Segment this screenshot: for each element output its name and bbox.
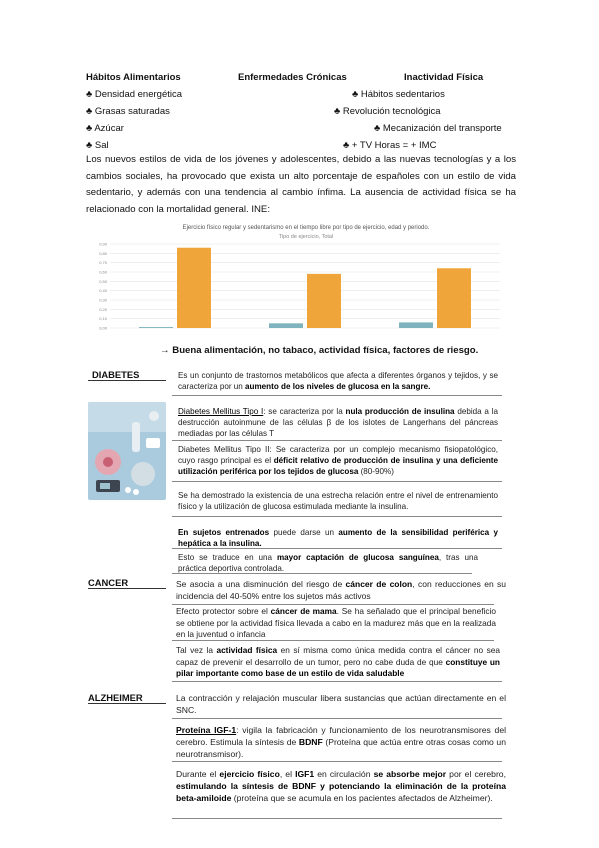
cancer-box-3 xyxy=(176,645,500,680)
chart-y-ticks xyxy=(99,242,108,331)
a3-text: Durante el xyxy=(176,769,220,779)
b6-bold: mayor captación de glucosa sanguínea xyxy=(276,553,439,562)
c2-bold: cáncer de mama xyxy=(270,606,337,616)
bar-series-1 xyxy=(399,322,433,328)
left-item-4: ♣ Sal xyxy=(86,140,109,151)
a3-text-5: (proteína que se acumula en los pacientes afectados de Alzheimer). xyxy=(231,793,493,803)
alzheimer-rule xyxy=(88,703,166,704)
diabetes-rule xyxy=(88,380,166,381)
section-cancer: CANCER xyxy=(88,577,129,588)
bar-series-1 xyxy=(269,323,303,328)
diabetes-photo xyxy=(88,402,166,500)
alz-box-3 xyxy=(176,768,506,804)
rule xyxy=(172,548,502,549)
diabetes-box-3 xyxy=(178,444,498,477)
intro-paragraph: Los nuevos estilos de vida de los jóvenes y adolescentes, debido a las nuevas tecnologías y a los cambios sociales, ha provocado que exista un alto porcentaje de españoles con un estilo de vida sedentario, y además con una tendencia al cambio ínfima. La ausencia de actividad física se ha relacionado con la mortalidad general. INE: xyxy=(86,154,516,215)
right-item-4: ♣ + TV Horas = + IMC xyxy=(343,140,437,151)
c3-text: Tal vez la xyxy=(176,645,217,655)
b2-text-2: debida a la destrucción autoinmune de las células β de los islotes de Langerhans del páncreas mediadas por las células T xyxy=(178,407,498,438)
rule xyxy=(172,481,502,482)
b3-bold: déficit relativo de producción de insulina y una deficiente utilización periférica por los tejidos de glucosa xyxy=(178,456,499,476)
a2-bold: BDNF xyxy=(298,737,323,747)
chart-subtitle: Tipo de ejercicio, Total xyxy=(278,234,334,240)
y-tick-label: 0,30 xyxy=(99,297,107,303)
b2-text: : se caracteriza por la xyxy=(263,407,346,416)
header-habitos: Hábitos Alimentarios xyxy=(86,72,181,83)
y-tick-label: 0,50 xyxy=(99,278,107,284)
bar-series-2 xyxy=(177,248,211,328)
b2-bold: nula producción de insulina xyxy=(345,407,455,416)
a2-term: Proteína IGF-1 xyxy=(176,725,237,735)
b1-bold: aumento de los niveles de glucosa en la sangre. xyxy=(245,382,431,391)
diabetes-box-1 xyxy=(178,370,498,392)
rule xyxy=(172,604,494,605)
a3-text-2: , el xyxy=(279,769,296,779)
c1-text-2: , con reducciones en su incidencia del 40-50% entre los sujetos más activos xyxy=(176,579,506,601)
c3-bold-2: constituye un pilar importante como base de un estilo de vida saludable xyxy=(176,656,501,678)
a3-bold-3: se absorbe mejor xyxy=(373,769,447,779)
c3-text-2: en sí misma como única medida contra el cáncer no sea capaz de prevenir el desarrollo de un tumor, pero no cabe duda de que xyxy=(176,645,500,667)
chart-bars xyxy=(139,248,471,328)
a3-text-3: en circulación xyxy=(314,769,374,779)
header-inactividad: Inactividad Física xyxy=(404,72,484,83)
c2-text: Efecto protector sobre el xyxy=(176,606,271,616)
bar-series-2 xyxy=(437,268,471,328)
y-tick-label: 0,40 xyxy=(99,288,107,294)
rule xyxy=(172,718,502,719)
diabetes-box-6 xyxy=(178,552,478,574)
cancer-box-2 xyxy=(176,606,496,641)
right-item-3: ♣ Mecanización del transporte xyxy=(374,123,502,134)
b5-bold-2: aumento de la sensibilidad periférica y hepática a la insulina. xyxy=(178,528,498,548)
right-item-1: ♣ Hábitos sedentarios xyxy=(352,89,445,100)
b2-term: Diabetes Mellitus Tipo I xyxy=(178,407,264,416)
header-enfermedades: Enfermedades Crónicas xyxy=(238,72,347,83)
cancer-box-1 xyxy=(176,578,506,602)
y-tick-label: 0,10 xyxy=(99,316,107,322)
b3-pct: (80-90%) xyxy=(358,467,394,476)
rule xyxy=(172,516,502,517)
diabetes-box-4: Se ha demostrado la existencia de una estrecha relación entre el nivel de entrenamiento físico y la utilización de glucosa estimulada mediante la insulina. xyxy=(178,491,498,511)
a3-text-4: por el cerebro, xyxy=(446,769,506,779)
a3-bold: ejercicio físico xyxy=(219,769,280,779)
b6-text: Esto se traduce en una xyxy=(178,553,277,562)
left-item-2: ♣ Grasas saturadas xyxy=(86,106,170,117)
y-tick-label: 0,60 xyxy=(99,269,107,275)
y-tick-label: 0,70 xyxy=(99,260,107,266)
y-tick-label: 0,20 xyxy=(99,306,107,312)
b1-text: Es un conjunto de trastornos metabólicos que afecta a diferentes órganos y tejidos, y se caracteriza por un xyxy=(178,371,498,391)
y-tick-label: 0,00 xyxy=(99,325,107,331)
y-tick-label: 0,80 xyxy=(99,250,107,256)
alz-box-1: La contracción y relajación muscular libera sustancias que actúan directamente en el SNC. xyxy=(176,693,506,715)
cancer-rule xyxy=(88,588,166,589)
c2-text-2: . Se ha señalado que el principal beneficio se obtiene por la actividad física llevada a cabo en la madurez más que en la realizada en la juventud o infancia xyxy=(176,606,496,639)
chart-svg xyxy=(88,222,508,334)
b6-text-2: , tras una práctica deportiva controlada. xyxy=(178,553,478,573)
diabetes-photo-svg xyxy=(88,402,166,500)
left-item-1: ♣ Densidad energética xyxy=(86,89,183,100)
rule xyxy=(172,640,494,641)
a3-bold-4: estimulando la síntesis de BDNF y potenciando la eliminación de la proteína beta-amiloide xyxy=(176,781,506,803)
rule xyxy=(172,573,472,574)
chart-title: Ejercicio físico regular y sedentarismo en el tiempo libre por tipo de ejercicio, edad y periodo. xyxy=(182,225,430,231)
rule xyxy=(172,440,502,441)
bar-chart xyxy=(88,222,508,334)
left-item-3: ♣ Azúcar xyxy=(86,123,124,134)
b3-text: Diabetes Mellitus Tipo II: Se caracteriza por un complejo mecanismo fisiopatológico, cuyo rasgo principal es el xyxy=(178,445,498,465)
rule xyxy=(172,395,502,396)
y-tick-label: 0,90 xyxy=(99,241,107,247)
c1-text: Se asocia a una disminución del riesgo de xyxy=(176,579,346,589)
rule xyxy=(172,761,502,762)
b5-bold: En sujetos entrenados xyxy=(178,528,270,537)
rule xyxy=(172,681,502,682)
alz-box-2 xyxy=(176,724,506,760)
a2-text-2: (Proteína que actúa entre otras cosas como un neurotransmisor). xyxy=(176,737,506,759)
b5-text: puede darse un xyxy=(269,528,339,537)
conclusion-line: → Buena alimentación, no tabaco, actividad física, factores de riesgo. xyxy=(160,345,479,356)
diabetes-box-5 xyxy=(178,527,498,549)
right-item-2: ♣ Revolución tecnológica xyxy=(334,106,441,117)
diabetes-box-2 xyxy=(178,406,498,439)
bar-series-1 xyxy=(139,327,173,328)
section-diabetes: DIABETES xyxy=(92,369,140,380)
a3-bold-2: IGF1 xyxy=(295,769,315,779)
c3-bold: actividad física xyxy=(216,645,278,655)
c1-bold: cáncer de colon xyxy=(345,579,413,589)
rule xyxy=(172,818,502,819)
section-alzheimer: ALZHEIMER xyxy=(88,692,143,703)
bar-series-2 xyxy=(307,274,341,328)
a2-text: : vigila la fabricación y funcionamiento de los neurotransmisores del cerebro. Estimula la síntesis de xyxy=(176,725,507,747)
